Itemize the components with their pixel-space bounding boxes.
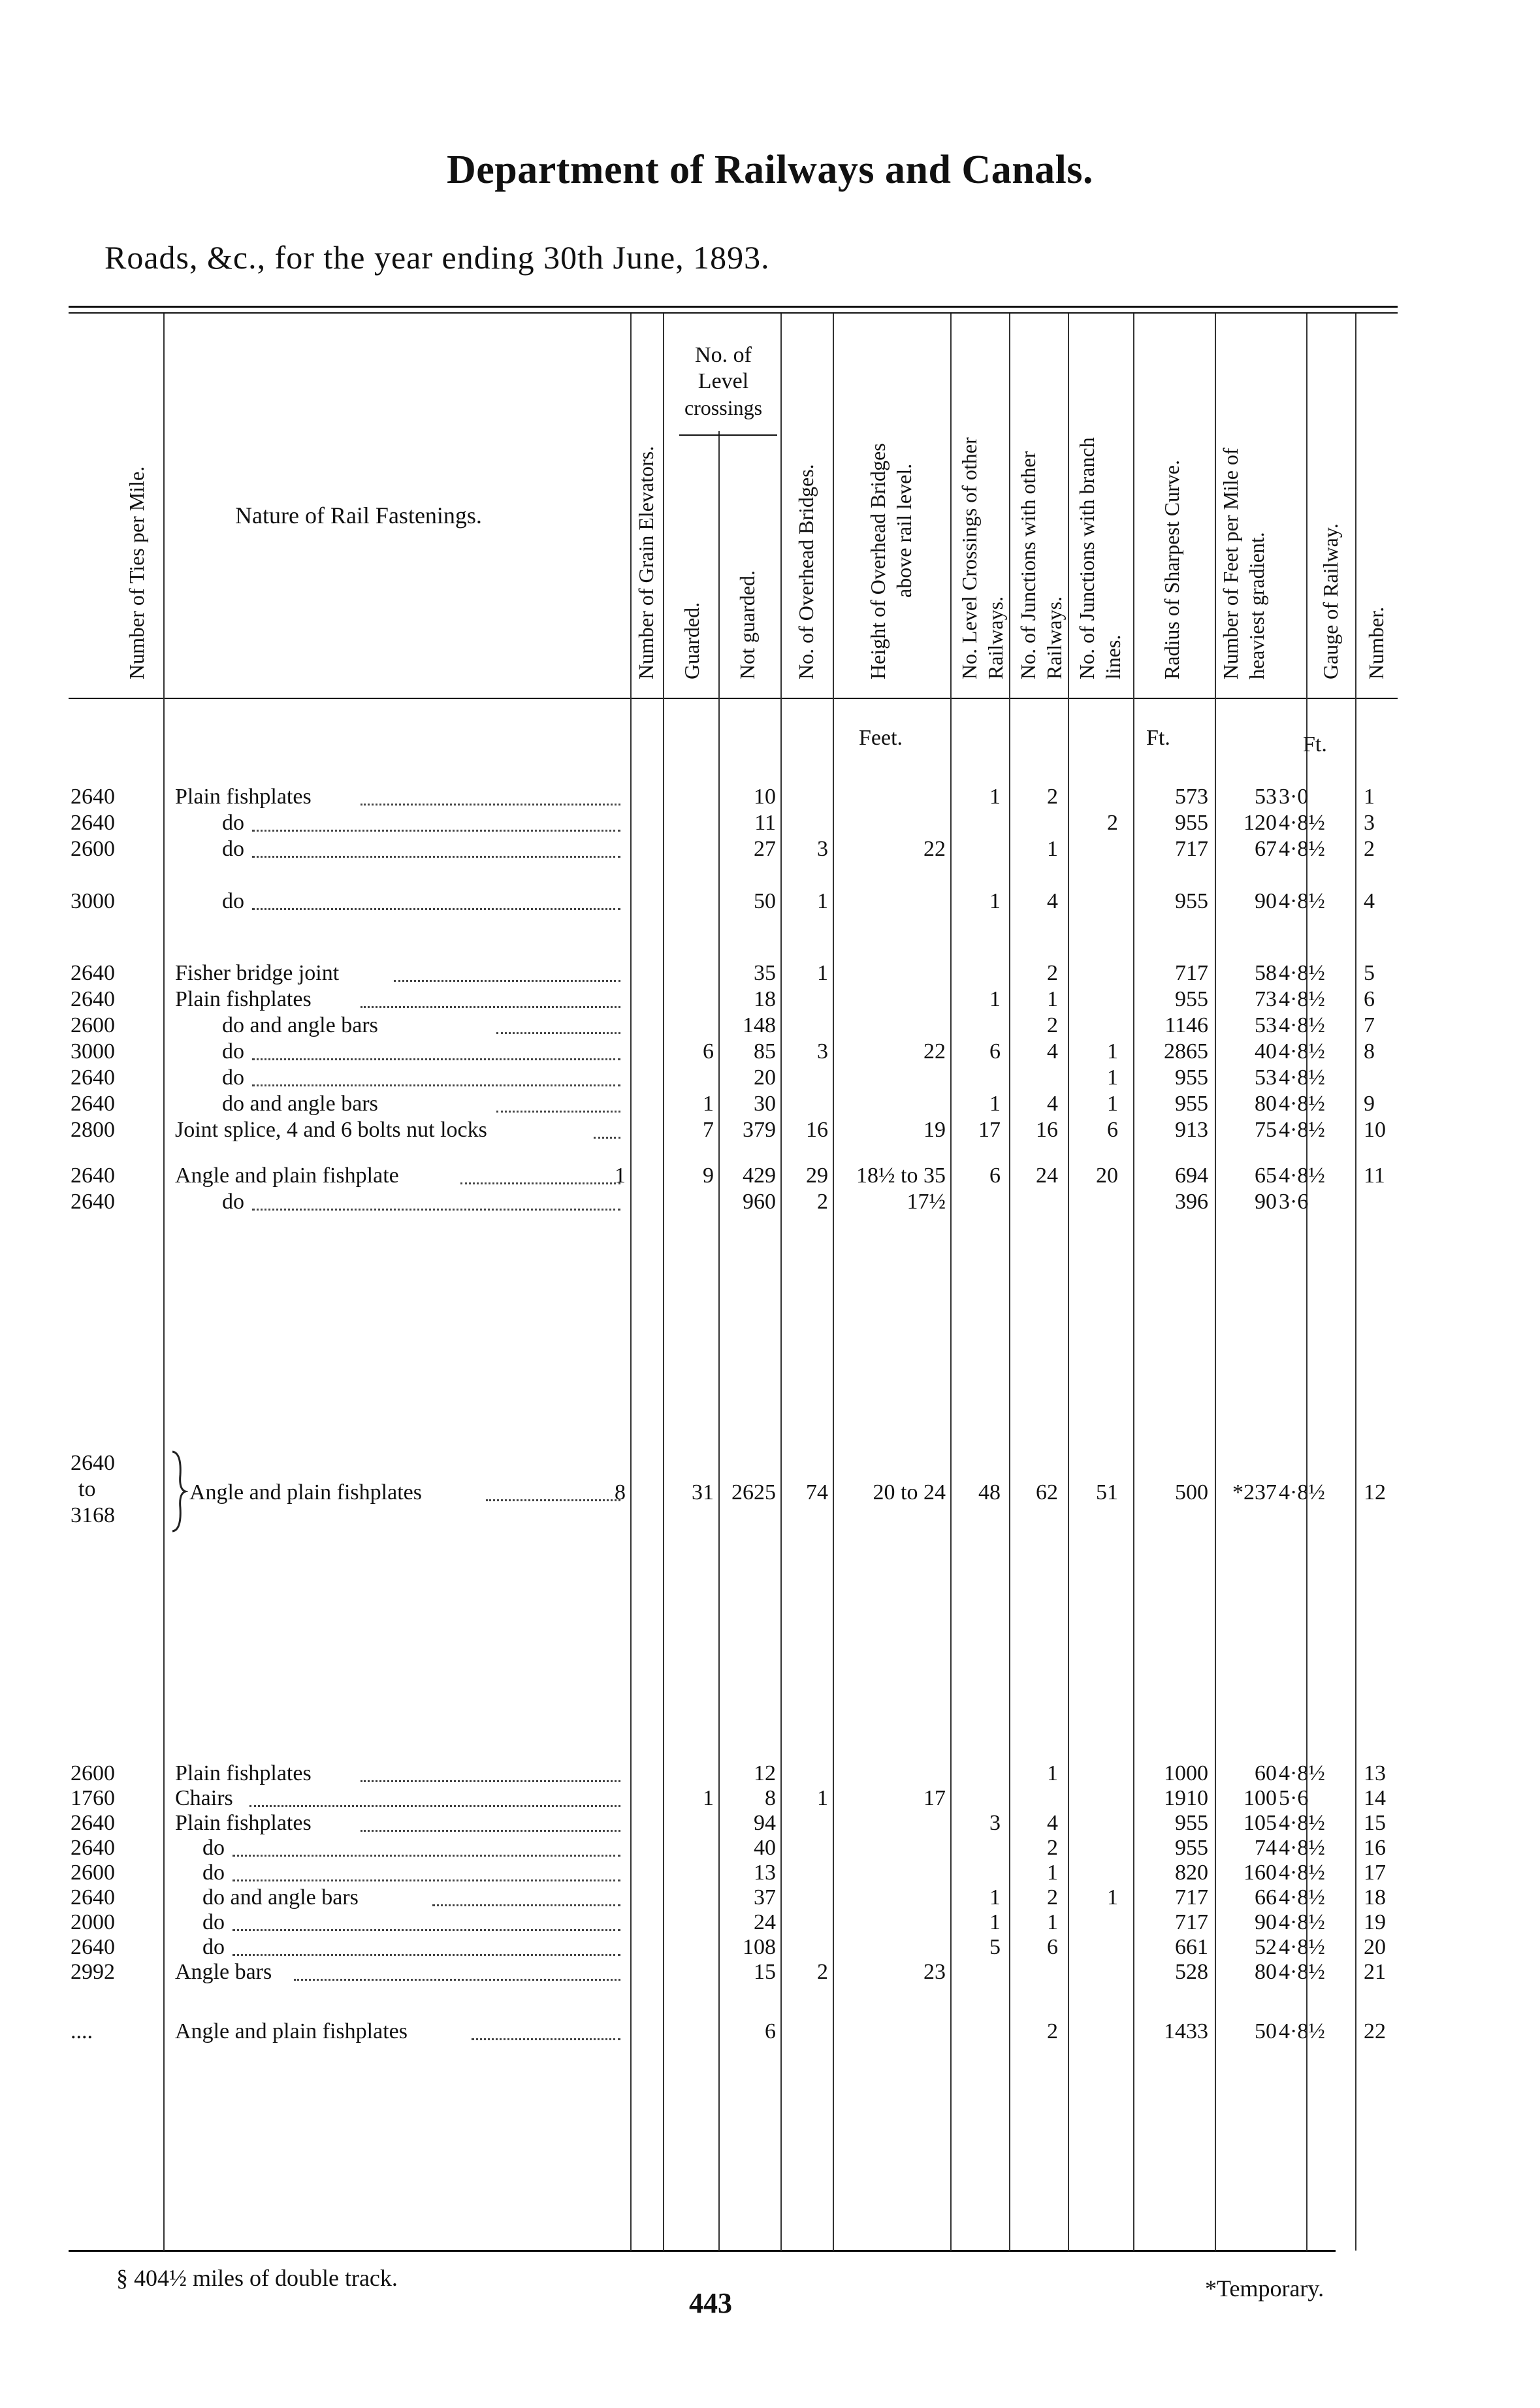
not-guarded-cell: 15 — [754, 1960, 776, 1984]
grad-cell: 53 — [1255, 785, 1277, 809]
fastening-cell: Angle and plain fishplates — [175, 2019, 408, 2043]
ties-cell: 3168 — [71, 1503, 115, 1527]
grad-cell: 60 — [1255, 1761, 1277, 1785]
junc-cell: 2 — [1047, 2019, 1058, 2043]
radius-cell: 955 — [1175, 811, 1208, 835]
radius-cell: 717 — [1175, 837, 1208, 861]
grad-cell: 66 — [1255, 1885, 1277, 1910]
guarded-cell: 7 — [703, 1118, 714, 1142]
grad-cell: 160 — [1243, 1861, 1277, 1885]
leader-dots — [361, 1006, 620, 1008]
leader-dots — [233, 1855, 620, 1857]
gauge-cell: 4·8½ — [1279, 889, 1325, 913]
branch-cell: 6 — [1107, 1118, 1118, 1142]
header-gradient-line1: Number of Feet per Mile of — [1219, 447, 1242, 679]
height-cell: 22 — [923, 1039, 946, 1064]
ties-cell: to — [78, 1477, 96, 1501]
leader-dots — [252, 856, 620, 858]
junc-cell: 2 — [1047, 1836, 1058, 1860]
num-cell: 17 — [1364, 1861, 1386, 1885]
ties-cell: 2640 — [71, 811, 115, 835]
fastening-cell: Angle and plain fishplates — [189, 1480, 422, 1505]
radius-cell: 2865 — [1164, 1039, 1208, 1064]
height-cell: 19 — [923, 1118, 946, 1142]
gauge-cell: 4·8½ — [1279, 1761, 1325, 1785]
not-guarded-cell: 12 — [754, 1761, 776, 1785]
header-level-crossings-line2: Level — [698, 369, 749, 393]
guarded-cell: 1 — [703, 1092, 714, 1116]
num-cell: 11 — [1364, 1163, 1385, 1188]
num-cell: 22 — [1364, 2019, 1386, 2043]
leader-dots — [233, 1929, 620, 1931]
ties-cell: 3000 — [71, 889, 115, 913]
junc-cell: 4 — [1047, 1092, 1058, 1116]
branch-cell: 51 — [1096, 1480, 1118, 1505]
not-guarded-cell: 37 — [754, 1885, 776, 1910]
height-cell: 18½ to 35 — [856, 1163, 946, 1188]
grad-cell: *237 — [1232, 1480, 1277, 1505]
junc-cell: 1 — [1047, 1761, 1058, 1785]
height-cell: 20 to 24 — [873, 1480, 946, 1505]
fastening-cell: do — [222, 1066, 244, 1090]
leader-dots — [394, 980, 620, 982]
ties-cell: 2640 — [71, 1163, 115, 1188]
junc-cell: 1 — [1047, 987, 1058, 1011]
leader-dots — [496, 1032, 620, 1034]
num-cell: 16 — [1364, 1836, 1386, 1860]
guarded-cell: 9 — [703, 1163, 714, 1188]
num-cell: 6 — [1364, 987, 1375, 1011]
gauge-cell: 4·8½ — [1279, 2019, 1325, 2043]
num-cell: 4 — [1364, 889, 1375, 913]
grad-cell: 90 — [1255, 889, 1277, 913]
unit-feet: Feet. — [859, 726, 903, 750]
gauge-cell: 4·8½ — [1279, 811, 1325, 835]
header-gauge: Gauge of Railway. — [1319, 523, 1342, 679]
page-title: Department of Railways and Canals. — [446, 148, 1094, 192]
header-guarded: Guarded. — [680, 602, 703, 679]
not-guarded-cell: 148 — [743, 1013, 776, 1037]
num-cell: 18 — [1364, 1885, 1386, 1910]
guarded-cell: 1 — [703, 1786, 714, 1810]
fastening-cell: do — [222, 811, 244, 835]
lx-cell: 1 — [989, 785, 1001, 809]
gauge-cell: 4·8½ — [1279, 1163, 1325, 1188]
header-radius: Radius of Sharpest Curve. — [1160, 460, 1183, 679]
leader-dots — [252, 908, 620, 910]
radius-cell: 500 — [1175, 1480, 1208, 1505]
not-guarded-cell: 94 — [754, 1811, 776, 1835]
header-grain-elevators: Number of Grain Elevators. — [634, 446, 658, 679]
not-guarded-cell: 27 — [754, 837, 776, 861]
branch-cell: 1 — [1107, 1039, 1118, 1064]
gauge-cell: 4·8½ — [1279, 1960, 1325, 1984]
gauge-cell: 4·8½ — [1279, 1039, 1325, 1064]
not-guarded-cell: 8 — [765, 1786, 776, 1810]
junc-cell: 2 — [1047, 961, 1058, 985]
fastening-cell: Plain fishplates — [175, 1761, 312, 1785]
fastening-cell: Plain fishplates — [175, 1811, 312, 1835]
gauge-cell: 4·8½ — [1279, 837, 1325, 861]
grad-cell: 100 — [1243, 1786, 1277, 1810]
header-junctions-other-line2: Railways. — [1042, 596, 1066, 679]
header-junctions-branch-line2: lines. — [1101, 634, 1125, 679]
ties-cell: 2992 — [71, 1960, 115, 1984]
gauge-cell: 4·8½ — [1279, 961, 1325, 985]
leader-dots — [252, 1058, 620, 1060]
junc-cell: 2 — [1047, 1013, 1058, 1037]
ties-cell: 1760 — [71, 1786, 115, 1810]
guarded-cell: 31 — [692, 1480, 714, 1505]
not-guarded-cell: 24 — [754, 1910, 776, 1934]
grain-cell: 8 — [615, 1480, 626, 1505]
header-height-line1: Height of Overhead Bridges — [866, 443, 890, 679]
junc-cell: 16 — [1036, 1118, 1058, 1142]
ties-cell: 2000 — [71, 1910, 115, 1934]
ties-cell: 2640 — [71, 785, 115, 809]
ties-cell: 3000 — [71, 1039, 115, 1064]
ties-cell: 2600 — [71, 837, 115, 861]
fastening-cell: do and angle bars — [222, 1013, 378, 1037]
ties-cell: 2600 — [71, 1761, 115, 1785]
grad-cell: 105 — [1243, 1811, 1277, 1835]
branch-cell: 1 — [1107, 1066, 1118, 1090]
leader-dots — [361, 804, 620, 805]
radius-cell: 528 — [1175, 1960, 1208, 1984]
overhead-cell: 3 — [817, 1039, 828, 1064]
radius-cell: 1146 — [1164, 1013, 1208, 1037]
not-guarded-cell: 30 — [754, 1092, 776, 1116]
junc-cell: 6 — [1047, 1935, 1058, 1959]
row-brace — [168, 1449, 188, 1534]
height-cell: 17 — [923, 1786, 946, 1810]
leader-dots — [294, 1979, 620, 1981]
grad-cell: 74 — [1255, 1836, 1277, 1860]
overhead-cell: 1 — [817, 889, 828, 913]
grad-cell: 52 — [1255, 1935, 1277, 1959]
grad-cell: 53 — [1255, 1013, 1277, 1037]
not-guarded-cell: 50 — [754, 889, 776, 913]
leader-dots — [252, 1084, 620, 1086]
radius-cell: 661 — [1175, 1935, 1208, 1959]
lx-cell: 1 — [989, 987, 1001, 1011]
fastening-cell: do — [202, 1861, 225, 1885]
leader-dots — [252, 830, 620, 832]
lx-cell: 1 — [989, 1092, 1001, 1116]
col-rule — [1355, 314, 1356, 2251]
grad-cell: 67 — [1255, 837, 1277, 861]
ties-cell: 2640 — [71, 1935, 115, 1959]
gauge-cell: 4·8½ — [1279, 1935, 1325, 1959]
junc-cell: 62 — [1036, 1480, 1058, 1505]
ties-cell: 2640 — [71, 961, 115, 985]
grad-cell: 80 — [1255, 1960, 1277, 1984]
not-guarded-cell: 35 — [754, 961, 776, 985]
lx-cell: 1 — [989, 889, 1001, 913]
not-guarded-cell: 379 — [743, 1118, 776, 1142]
page-number: 443 — [689, 2287, 732, 2319]
lx-cell: 6 — [989, 1163, 1001, 1188]
col-rule — [163, 314, 165, 2251]
top-rule — [69, 306, 1398, 308]
leader-dots — [472, 2038, 620, 2040]
ties-cell: 2640 — [71, 1885, 115, 1910]
header-overhead-bridges: No. of Overhead Bridges. — [794, 464, 818, 679]
num-cell: 5 — [1364, 961, 1375, 985]
unit-ft-radius: Ft. — [1146, 726, 1170, 750]
leader-dots — [233, 1879, 620, 1881]
radius-cell: 955 — [1175, 889, 1208, 913]
grad-cell: 80 — [1255, 1092, 1277, 1116]
grad-cell: 53 — [1255, 1066, 1277, 1090]
not-guarded-cell: 20 — [754, 1066, 776, 1090]
junc-cell: 4 — [1047, 889, 1058, 913]
height-cell: 17½ — [906, 1190, 946, 1214]
leader-dots — [252, 1209, 620, 1211]
fastening-cell: Plain fishplates — [175, 785, 312, 809]
bottom-rule — [69, 2250, 1336, 2252]
header-junctions-branch-line1: No. of Junctions with branch — [1075, 437, 1099, 679]
junc-cell: 4 — [1047, 1811, 1058, 1835]
ties-cell: 2800 — [71, 1118, 115, 1142]
fastening-cell: Joint splice, 4 and 6 bolts nut locks — [175, 1118, 487, 1142]
overhead-cell: 1 — [817, 961, 828, 985]
num-cell: 19 — [1364, 1910, 1386, 1934]
radius-cell: 1433 — [1164, 2019, 1208, 2043]
height-cell: 22 — [923, 837, 946, 861]
fastening-cell: Fisher bridge joint — [175, 961, 340, 985]
ties-cell: 2640 — [71, 1811, 115, 1835]
fastening-cell: Angle and plain fishplate — [175, 1163, 399, 1188]
col-rule — [1068, 314, 1069, 2251]
gauge-cell: 4·8½ — [1279, 987, 1325, 1011]
grad-cell: 50 — [1255, 2019, 1277, 2043]
branch-cell: 1 — [1107, 1885, 1118, 1910]
leader-dots — [361, 1780, 620, 1782]
header-rule — [69, 698, 1398, 699]
num-cell: 3 — [1364, 811, 1375, 835]
fastening-cell: do — [222, 837, 244, 861]
gauge-cell: 4·8½ — [1279, 1480, 1325, 1505]
ties-cell: 2640 — [71, 1092, 115, 1116]
num-cell: 10 — [1364, 1118, 1386, 1142]
fastening-cell: do — [222, 1190, 244, 1214]
height-cell: 23 — [923, 1960, 946, 1984]
header-not-guarded: Not guarded. — [735, 570, 759, 679]
ties-cell: 2640 — [71, 1451, 115, 1475]
grad-cell: 73 — [1255, 987, 1277, 1011]
gauge-cell: 3·6 — [1279, 1190, 1309, 1214]
radius-cell: 717 — [1175, 1910, 1208, 1934]
lx-cell: 48 — [978, 1480, 1001, 1505]
junc-cell: 2 — [1047, 785, 1058, 809]
gauge-cell: 4·8½ — [1279, 1836, 1325, 1860]
gauge-cell: 4·8½ — [1279, 1811, 1325, 1835]
radius-cell: 573 — [1175, 785, 1208, 809]
radius-cell: 913 — [1175, 1118, 1208, 1142]
leader-dots — [233, 1954, 620, 1956]
fastening-cell: do and angle bars — [202, 1885, 359, 1910]
not-guarded-cell: 10 — [754, 785, 776, 809]
fastening-cell: do — [202, 1836, 225, 1860]
grad-cell: 65 — [1255, 1163, 1277, 1188]
gauge-cell: 5·6 — [1279, 1786, 1309, 1810]
footnote-temporary: *Temporary. — [1205, 2275, 1324, 2302]
lx-cell: 3 — [989, 1811, 1001, 1835]
grad-cell: 90 — [1255, 1910, 1277, 1934]
num-cell: 2 — [1364, 837, 1375, 861]
not-guarded-cell: 85 — [754, 1039, 776, 1064]
header-number: Number. — [1364, 606, 1388, 679]
grad-cell: 75 — [1255, 1118, 1277, 1142]
gauge-cell: 4·8½ — [1279, 1118, 1325, 1142]
junc-cell: 1 — [1047, 837, 1058, 861]
fastening-cell: Plain fishplates — [175, 987, 312, 1011]
header-gradient-line2: heaviest gradient. — [1245, 532, 1268, 679]
grad-cell: 58 — [1255, 961, 1277, 985]
header-level-crossings-line3: crossings — [684, 396, 763, 419]
radius-cell: 717 — [1175, 1885, 1208, 1910]
not-guarded-cell: 960 — [743, 1190, 776, 1214]
gauge-cell: 4·8½ — [1279, 1885, 1325, 1910]
radius-cell: 955 — [1175, 1836, 1208, 1860]
header-level-crossings-other-line1: No. Level Crossings of other — [957, 437, 981, 679]
header-ties: Number of Ties per Mile. — [125, 466, 148, 679]
radius-cell: 694 — [1175, 1163, 1208, 1188]
overhead-cell: 1 — [817, 1786, 828, 1810]
radius-cell: 396 — [1175, 1190, 1208, 1214]
num-cell: 21 — [1364, 1960, 1386, 1984]
fastening-cell: Chairs — [175, 1786, 233, 1810]
grad-cell: 120 — [1243, 811, 1277, 835]
fastening-cell: do — [202, 1935, 225, 1959]
footnote-double-track: § 404½ miles of double track. — [116, 2265, 398, 2291]
num-cell: 15 — [1364, 1811, 1386, 1835]
guarded-cell: 6 — [703, 1039, 714, 1064]
fastening-cell: Angle bars — [175, 1960, 272, 1984]
lx-cell: 1 — [989, 1910, 1001, 1934]
lx-cell: 6 — [989, 1039, 1001, 1064]
ties-cell: 2640 — [71, 1190, 115, 1214]
unit-ft-gauge: Ft. — [1303, 732, 1327, 757]
junc-cell: 1 — [1047, 1861, 1058, 1885]
not-guarded-cell: 2625 — [731, 1480, 776, 1505]
radius-cell: 955 — [1175, 1811, 1208, 1835]
overhead-cell: 29 — [806, 1163, 828, 1188]
num-cell: 14 — [1364, 1786, 1386, 1810]
gauge-cell: 4·8½ — [1279, 1092, 1325, 1116]
ties-cell: 2640 — [71, 987, 115, 1011]
page-subtitle: Roads, &c., for the year ending 30th June, 1893. — [104, 239, 770, 276]
junc-cell: 4 — [1047, 1039, 1058, 1064]
radius-cell: 717 — [1175, 961, 1208, 985]
top-rule-2 — [69, 312, 1398, 314]
overhead-cell: 2 — [817, 1960, 828, 1984]
branch-cell: 20 — [1096, 1163, 1118, 1188]
ties-cell: .... — [71, 2019, 93, 2043]
junc-cell: 24 — [1036, 1163, 1058, 1188]
grad-cell: 40 — [1255, 1039, 1277, 1064]
col-rule — [630, 314, 632, 2251]
not-guarded-cell: 18 — [754, 987, 776, 1011]
radius-cell: 955 — [1175, 1066, 1208, 1090]
radius-cell: 820 — [1175, 1861, 1208, 1885]
num-cell: 1 — [1364, 785, 1375, 809]
radius-cell: 1910 — [1164, 1786, 1208, 1810]
overhead-cell: 16 — [806, 1118, 828, 1142]
not-guarded-cell: 108 — [743, 1935, 776, 1959]
header-level-crossings-line1: No. of — [695, 343, 752, 367]
lx-cell: 17 — [978, 1118, 1001, 1142]
num-cell: 9 — [1364, 1092, 1375, 1116]
fastening-cell: do and angle bars — [222, 1092, 378, 1116]
not-guarded-cell: 6 — [765, 2019, 776, 2043]
radius-cell: 955 — [1175, 987, 1208, 1011]
not-guarded-cell: 13 — [754, 1861, 776, 1885]
num-cell: 8 — [1364, 1039, 1375, 1064]
leader-dots — [432, 1904, 620, 1906]
radius-cell: 1000 — [1164, 1761, 1208, 1785]
ties-cell: 2600 — [71, 1861, 115, 1885]
overhead-cell: 74 — [806, 1480, 828, 1505]
fastening-cell: do — [222, 889, 244, 913]
ties-cell: 2600 — [71, 1013, 115, 1037]
gauge-cell: 4·8½ — [1279, 1013, 1325, 1037]
level-crossings-group-rule — [679, 434, 777, 436]
header-fastenings: Nature of Rail Fastenings. — [235, 502, 482, 529]
gauge-cell: 4·8½ — [1279, 1910, 1325, 1934]
lx-cell: 5 — [989, 1935, 1001, 1959]
grad-cell: 90 — [1255, 1190, 1277, 1214]
num-cell: 20 — [1364, 1935, 1386, 1959]
header-junctions-other-line1: No. of Junctions with other — [1016, 451, 1040, 679]
fastening-cell: do — [222, 1039, 244, 1064]
junc-cell: 1 — [1047, 1910, 1058, 1934]
branch-cell: 2 — [1107, 811, 1118, 835]
branch-cell: 1 — [1107, 1092, 1118, 1116]
radius-cell: 955 — [1175, 1092, 1208, 1116]
junc-cell: 2 — [1047, 1885, 1058, 1910]
gauge-cell: 4·8½ — [1279, 1861, 1325, 1885]
ties-cell: 2640 — [71, 1066, 115, 1090]
leader-dots — [249, 1805, 620, 1807]
gauge-cell: 3·0 — [1279, 785, 1309, 809]
lx-cell: 1 — [989, 1885, 1001, 1910]
overhead-cell: 2 — [817, 1190, 828, 1214]
fastening-cell: do — [202, 1910, 225, 1934]
overhead-cell: 3 — [817, 837, 828, 861]
leader-dots — [361, 1830, 620, 1832]
not-guarded-cell: 40 — [754, 1836, 776, 1860]
not-guarded-cell: 11 — [754, 811, 776, 835]
num-cell: 12 — [1364, 1480, 1386, 1505]
header-level-crossings-other-line2: Railways. — [984, 596, 1007, 679]
num-cell: 7 — [1364, 1013, 1375, 1037]
num-cell: 13 — [1364, 1761, 1386, 1785]
ties-cell: 2640 — [71, 1836, 115, 1860]
grain-cell: 1 — [615, 1163, 626, 1188]
header-height-line2: above rail level. — [892, 463, 916, 598]
gauge-cell: 4·8½ — [1279, 1066, 1325, 1090]
not-guarded-cell: 429 — [743, 1163, 776, 1188]
